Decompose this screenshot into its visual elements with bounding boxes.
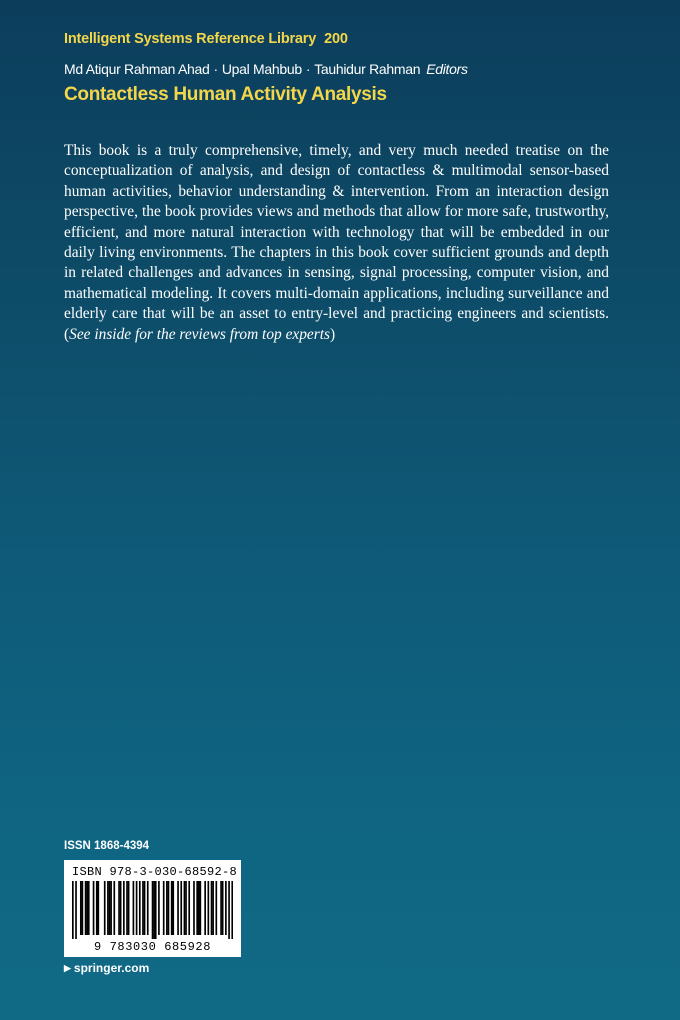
barcode-bar [220,881,222,935]
series-heading [64,31,348,47]
barcode-bar [133,881,135,935]
editor-separator: · [305,61,311,77]
editor-name: Md Atiqur Rahman Ahad [64,61,210,77]
barcode-bar [163,881,165,935]
editor-name: Upal Mahbub [221,61,302,77]
barcode-bar [147,881,149,935]
barcode-bar [120,881,122,935]
barcode-bar [228,881,230,939]
barcode-bar [136,881,138,935]
barcode-bar [104,881,106,935]
barcode-bar [212,881,214,935]
barcode-bar [198,881,200,935]
barcode-bar [126,881,128,935]
barcode-bar [155,881,157,939]
barcode-bar [158,881,160,935]
barcode-bar [177,881,179,935]
barcode-bar [93,881,95,935]
publisher-link[interactable] [64,961,149,975]
barcode-bar [113,881,115,935]
editors-line [64,61,468,77]
barcode-bar [185,881,187,935]
barcode-bar [85,881,87,935]
barcode-bar [208,881,210,935]
barcode-bar [110,881,112,935]
barcode-bar [200,881,202,935]
barcode-bar [193,881,195,935]
book-title: Contactless Human Activity Analysis [64,84,387,105]
barcode-bar [107,881,109,935]
barcode-bar [152,881,154,939]
barcode-bar [196,881,198,935]
barcode-bar [168,881,170,935]
barcode-bar [184,881,186,935]
barcode-bar [82,881,84,935]
series-name: Intelligent Systems Reference Library [64,31,317,47]
barcode-bar [98,881,100,935]
editor-separator: · [213,61,218,77]
barcode-bar [166,881,168,935]
barcode-bar [142,881,144,935]
barcode-bar [123,881,125,935]
barcode-bar [222,881,224,935]
editors-role: Editors [426,61,468,77]
barcode-bar [144,881,146,935]
barcode-bar [153,881,155,939]
barcode-digits: 9 783030 685928 [93,940,212,954]
barcode-bar [139,881,141,935]
barcode-bar [188,881,190,935]
barcode-bar [118,881,120,935]
barcode [64,860,241,957]
barcode-bar [171,881,173,935]
barcode-bar [109,881,111,935]
series-volume: 200 [324,31,348,47]
barcode-bar [128,881,130,935]
barcode-bar [72,881,74,939]
barcode-bar [225,881,227,935]
barcode-bars [72,881,233,939]
publisher-link-text: springer.com [73,961,150,975]
barcode-bar [231,881,233,939]
isbn-label: ISBN 978-3-030-68592-8 [72,865,238,879]
barcode-bar [86,881,88,935]
arrow-right-icon: ▶ [64,962,71,973]
issn-label: ISSN 1868-4394 [64,840,150,852]
barcode-bar [204,881,206,935]
reviews-note: (See inside for the reviews from top experts) [64,325,336,343]
barcode-bar [215,881,217,935]
reviews-note-text: See inside for the reviews from top experts [69,325,331,343]
editor-name: Tauhidur Rahman [314,61,421,77]
description-text: This book is a truly comprehensive, timely, and very much needed treatise on the conceptualization of analysis, and design of contactless & multimodal sensor-based human activities, behavior understanding & intervention. From an interaction design perspective, the book provides views and methods that allow for more safe, trustworthy, efficient, and more natural interaction with technology that will be embedded in our daily living environments. The chapters in this book cover sufficient grounds and depth in related challenges and advances in sensing, signal processing, computer vision, and mathematical modeling. It covers multi-domain applications, including surveillance and elderly care that will be an asset to entry-level and practicing engineers and scientists. [64,142,609,323]
barcode-bar [180,881,182,935]
barcode-bar [211,881,213,935]
barcode-bar [88,881,90,935]
barcode-bar [172,881,174,935]
book-description [64,141,609,345]
barcode-bar [96,881,98,935]
barcode-bar [80,881,82,935]
barcode-bar [75,881,77,939]
